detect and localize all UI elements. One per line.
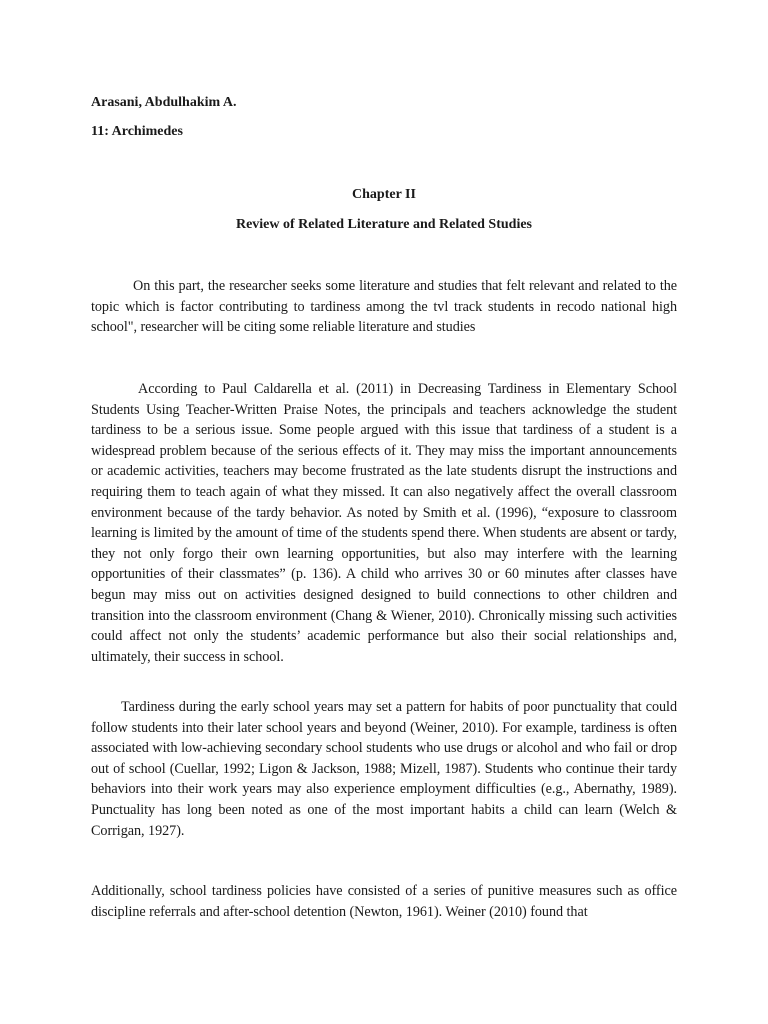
grade-section: 11: Archimedes xyxy=(91,124,183,139)
chapter-title: Chapter II xyxy=(352,187,416,202)
paragraph-tardiness-policies: Additionally, school tardiness policies have consisted of a series of punitive measures such as office discipline referrals and after-school detention (Newton, 1961). Weiner (2010) found that xyxy=(91,883,677,920)
paragraph-introduction: On this part, the researcher seeks some literature and studies that felt relevant and related to the topic which is factor contributing to tardiness among the tvl track students in recodo national high school", researcher will be citing some reliable literature and studies xyxy=(91,278,677,336)
paragraph-early-tardiness: Tardiness during the early school years may set a pattern for habits of poor punctuality that could follow students into their later school years and beyond (Weiner, 2010). For example, tardiness is often associated with low-achieving secondary school students who use drugs or alcohol and who fail or drop out of school (Cuellar, 1992; Ligon & Jackson, 1988; Mizell, 1987). Students who continue their tardy behaviors into their work years may also experience employment difficulties (e.g., Abernathy, 1989). Punctuality has long been noted as one of the most important habits a child can learn (Welch & Corrigan, 1927). xyxy=(91,699,677,839)
chapter-subtitle: Review of Related Literature and Related Studies xyxy=(235,217,533,232)
author-name: Arasani, Abdulhakim A. xyxy=(91,95,237,110)
paragraph-caldarella-review: According to Paul Caldarella et al. (2011) in Decreasing Tardiness in Elementary School Students Using Teacher-Written Praise Notes, the principals and teachers acknowledge the student tardiness to be a serious issue. Some people argued with this issue that tardiness of a student is a widespread problem because of the serious effects of it. They may miss the important announcements or academic activities, teachers may become frustrated as the late students disrupt the instructions and requiring them to teach again of what they missed. It can also negatively affect the overall classroom environment because of the tardy behavior. As noted by Smith et al. (1996), “exposure to classroom learning is limited by the amount of time of the students spend there. When students are absent or tardy, they not only forgo their own learning opportunities, but also may interfere with the learning opportunities of their classmates” (p. 136). A child who arrives 30 or 60 minutes after classes have begun may miss out on activities designed designed to build connections to other children and transition into the classroom environment (Chang & Wiener, 2010). Chronically missing such activities could affect not only the students’ academic performance but also their social relationships and, ultimately, their success in school. xyxy=(91,381,677,665)
